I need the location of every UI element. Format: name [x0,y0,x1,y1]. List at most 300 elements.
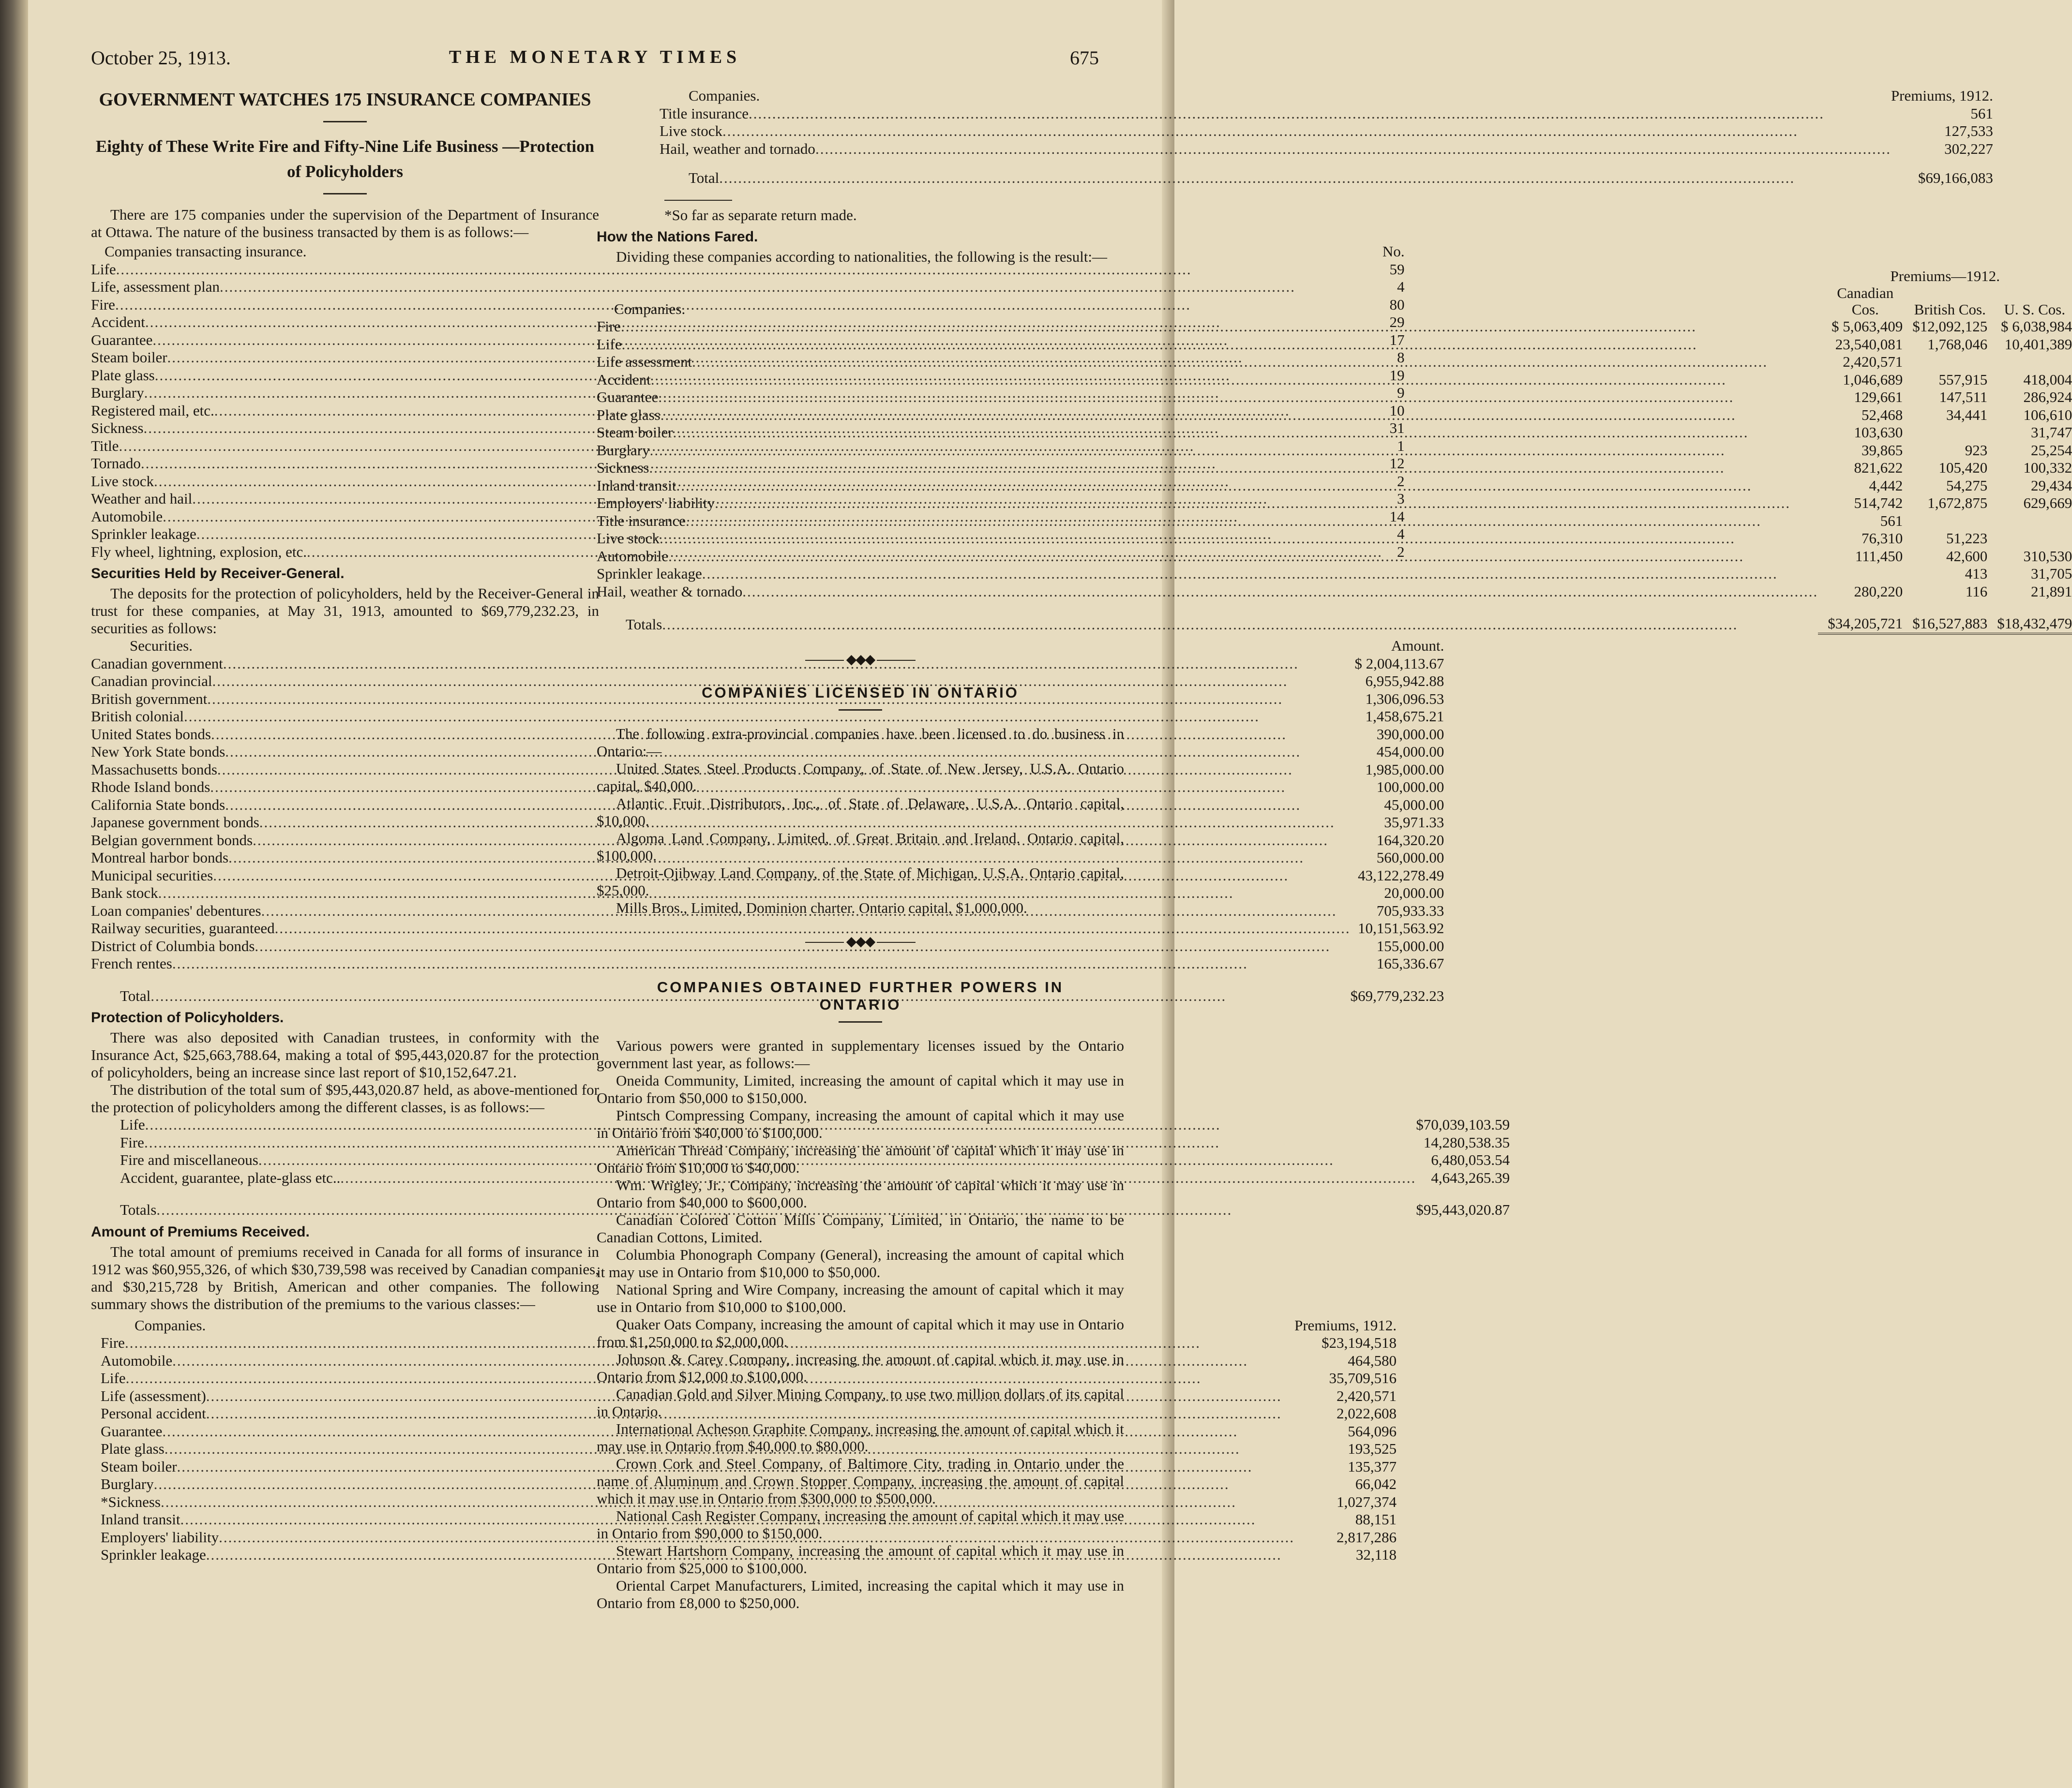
col-header: Companies. [135,1316,206,1334]
col-header: No. [1382,243,1405,260]
table-row [597,477,2072,495]
table-row [597,442,2072,460]
row-value: 23,540,081 [1835,335,1903,353]
row-label-text: Bank stock [91,884,158,901]
row-value: 25,254 [2031,441,2072,459]
row-label-text: Burglary [597,441,650,459]
row-label-text: District of Columbia bonds [91,937,255,954]
row-value [1903,424,1987,442]
row-value: 54,275 [1946,477,1988,494]
row-label-text: Life [91,260,116,278]
dot-leader [622,336,1818,354]
table-row [597,353,2072,371]
row-value: 34,441 [1946,406,1988,423]
row-label-text: Life assessment [597,353,692,370]
row-value: 629,669 [2023,494,2072,511]
running-header [91,46,1099,75]
row-value: 9 [1397,384,1405,401]
row-value: 116 [1965,582,1988,600]
row-value: 514,742 [1854,494,1903,511]
row-value: 10,151,563.92 [1358,920,1444,937]
row-value: 29 [1389,313,1405,330]
row-label-text: Automobile [91,507,163,525]
row-value: 103,630 [1854,424,1903,441]
row-label-text: Hail, weather & tornado [597,582,743,600]
row-label-text: Accident, guarantee, plate-glass etc.. [120,1169,341,1186]
row-label [597,548,1818,566]
row-label [660,122,1891,140]
row-value: 100,000.00 [1376,778,1444,795]
row-value: $70,039,103.59 [1416,1116,1510,1133]
row-value: 560,000.00 [1376,849,1444,866]
row-label-text: United States bonds [91,725,211,743]
row-label-text: Life [120,1116,145,1133]
table-row [597,371,2072,389]
row-label-text: Sprinkler leakage [597,565,702,582]
row-label-text: Steam boiler [91,349,167,366]
dot-leader [702,565,1818,583]
row-label-text: Burglary [91,384,144,401]
protection-paragraph-1: There was also deposited with Canadian trustees, in conformity with the Insurance Act, $25,663,788.64, making a total of $95,443,020.87 for the protection of policyholders, being an increase since last report of $10,152,647.21. [91,1029,599,1081]
dot-leader [676,477,1818,495]
row-value: 6,480,053.54 [1431,1151,1510,1168]
row-label [597,600,1818,634]
row-value [1987,530,2072,548]
row-label-text: Canadian government [91,655,223,672]
row-label-text: New York State bonds [91,743,225,760]
row-label-text: Fire [597,318,621,335]
row-label-text: Employers' liability [597,494,715,511]
row-label-text: Burglary [101,1475,154,1492]
row-label-text: Fire and miscellaneous [120,1151,258,1168]
row-label-text: Guarantee [597,388,659,405]
paragraph: Wm. Wrigley, Jr., Company, increasing the amount of capital which it may use in Ontario from $40,000 to $600,000. [597,1176,1124,1211]
row-value: 2,420,571 [1336,1387,1397,1404]
row-label-text: Title insurance [597,512,686,529]
dot-leader [749,105,1891,123]
row-value: 564,096 [1348,1422,1397,1440]
row-label-text: Live stock [597,530,660,547]
row-label-text: Belgian government bonds [91,831,253,849]
table-row [597,512,2072,530]
table-row [597,318,2072,336]
row-label [597,406,1818,424]
row-value: $18,432,479 [1987,600,2072,634]
row-value: 20,000.00 [1384,884,1444,901]
row-label-text: Tornado [91,455,141,472]
masthead-title: THE MONETARY TIMES [449,47,741,67]
row-label [597,442,1818,460]
row-value: 561 [1880,512,1903,529]
ornament-divider: ◆◆◆ [597,651,1124,668]
row-value: 454,000.00 [1376,743,1444,760]
row-value: 4,643,265.39 [1431,1169,1510,1186]
paragraph: United States Steel Products Company, of State of New Jersey, U.S.A. Ontario capital, $40,000. [597,760,1124,794]
dot-leader [662,616,1818,634]
row-value [1987,353,2072,371]
row-label-text: Guarantee [91,331,153,348]
row-label [597,318,1818,336]
row-value: 32,118 [1355,1546,1397,1563]
row-value: 1,768,046 [1927,335,1988,353]
row-label-text: Rhode Island bonds [91,778,210,795]
row-value: 6,955,942.88 [1365,672,1444,689]
row-label-text: Life (assessment) [101,1387,206,1404]
row-value: 2 [1397,543,1405,560]
row-value: 135,377 [1348,1458,1397,1475]
col-header: Premiums, 1912. [1294,1316,1397,1334]
row-label-text: California State bonds [91,796,225,813]
row-label-text: Totals [120,1201,157,1218]
section-heading: How the Nations Fared. [597,228,758,245]
paragraph: Quaker Oats Company, increasing the amount of capital which it may use in Ontario from $1,250,000 to $2,000,000. [597,1315,1124,1350]
paragraph: Columbia Phonograph Company (General), increasing the amount of capital which it may use in Ontario from $10,000 to $50,000. [597,1246,1124,1281]
rule [664,200,732,201]
paragraph: The following extra-provincial companies have been licensed to do business in Ontario:— [597,725,1124,760]
paragraph: Pintsch Compressing Company, increasing the amount of capital which it may use in Ontario from $40,000 to $100,000. [597,1106,1124,1141]
row-label-text: Live stock [91,472,154,490]
row-label-text: British government [91,690,208,707]
paragraph: Canadian Gold and Silver Mining Company, to use two million dollars of its capital in Ontario. [597,1385,1124,1420]
row-label-text: Life, assessment plan [91,278,220,295]
row-label-text: Massachusetts bonds [91,760,217,778]
row-value: 14 [1389,507,1405,525]
paragraph: Oriental Carpet Manufacturers, Limited, increasing the capital which it may use in Ontario from £8,000 to $250,000. [597,1577,1124,1611]
row-label [597,494,1818,512]
row-value: 10 [1389,402,1405,419]
row-value: 105,420 [1938,459,1988,476]
powers-list [597,1037,1124,1612]
row-value [1818,565,1903,583]
row-label-text: Totals [626,616,662,633]
row-value: $ 6,038,984 [2001,318,2072,335]
row-value: 413 [1965,565,1988,582]
row-value: $ 2,004,113.67 [1354,655,1444,672]
section-heading: Protection of Policyholders. [91,1010,284,1026]
table-row [597,459,2072,477]
row-label-text: Fire [91,296,115,313]
row-label-text: Automobile [101,1352,173,1369]
row-label-text: Guarantee [101,1422,163,1440]
row-label-text: Municipal securities [91,866,213,884]
row-value: 2,817,286 [1336,1528,1397,1546]
row-value: 164,320.20 [1376,831,1444,849]
row-label [597,459,1818,477]
row-value: 302,227 [1944,140,1993,157]
row-label-text: Sickness [597,459,649,476]
row-label-text: Montreal harbor bonds [91,849,229,866]
dot-leader [815,140,1891,158]
row-value: 35,971.33 [1384,814,1444,831]
col-header: U. S. Cos. [2004,301,2066,318]
row-label-text: Live stock [660,122,722,139]
row-label-text: Personal accident [101,1405,206,1422]
col-header: Amount. [1391,637,1444,654]
row-label-text: Fly wheel, lightning, explosion, etc. [91,543,307,560]
table-row [597,494,2072,512]
row-label [597,336,1818,354]
row-label-text: Japanese government bonds [91,814,259,831]
row-value: 1,306,096.53 [1365,690,1444,707]
total-row [597,600,2072,634]
dot-leader [686,512,1818,530]
dot-leader [661,406,1818,424]
row-value [1903,512,1987,530]
row-value: 1,985,000.00 [1365,760,1444,778]
dot-leader [722,122,1891,140]
table-row [597,565,2072,583]
row-value [1903,353,1987,371]
row-value: 310,530 [2023,547,2072,565]
row-value: 29,434 [2031,477,2072,494]
row-value: 147,511 [1939,388,1988,405]
row-value: $69,166,083 [1918,169,1993,186]
paragraph: Oneida Community, Limited, increasing the amount of capital which it may use in Ontario from $50,000 to $150,000. [597,1072,1124,1106]
row-value: 39,865 [1862,441,1903,459]
col-header: Companies. [689,87,760,104]
row-label [660,140,1891,158]
row-value: 4 [1397,525,1405,542]
row-value: 464,580 [1348,1352,1397,1369]
row-value: 821,622 [1854,459,1903,476]
row-label-text: Plate glass [101,1440,165,1457]
row-value: 80 [1389,296,1405,313]
dot-leader [650,442,1818,460]
paragraph: Stewart Hartshorn Company, increasing the amount of capital which it may use in Ontario from $25,000 to $100,000. [597,1542,1124,1577]
article-subheadline: Eighty of These Write Fire and Fifty-Nine Life Business —Protection of Policyholders [95,137,595,181]
row-value: 557,915 [1938,371,1988,388]
row-value: 390,000.00 [1376,725,1444,743]
table-row [597,406,2072,424]
row-value: 3 [1397,490,1405,507]
dot-leader [660,530,1818,548]
premiums-paragraph: The total amount of premiums received in Canada for all forms of insurance in 1912 was $60,955,326, of which $30,739,598 was received by Canadian companies, and $30,215,728 by British, American and other companies. The following summary shows the distribution of the premiums to the various classes:— [91,1243,599,1312]
paragraph: Algoma Land Company, Limited, of Great Britain and Ireland. Ontario capital, $100,000. [597,829,1124,864]
col-header: Companies transacting insurance. [105,243,307,260]
nations-paragraph: Dividing these companies according to nationalities, the following is the result:— [616,248,1108,265]
table-row [660,105,1993,123]
row-value: 52,468 [1862,406,1903,423]
table-row [660,122,1993,140]
row-label-text: Employers' liability [101,1528,219,1546]
dot-leader [649,459,1818,477]
dot-leader [742,583,1818,601]
footnote: *So far as separate return made. [664,206,857,224]
row-value: 127,533 [1944,122,1993,139]
table-row [597,336,2072,354]
paragraph: American Thread Company, increasing the amount of capital which it may use in Ontario from $10,000 to $40,000. [597,1141,1124,1176]
row-value: 705,933.33 [1376,902,1444,919]
row-label-text: British colonial [91,708,184,725]
row-value: 280,220 [1854,582,1903,600]
paragraph: Mills Bros., Limited, Dominion charter. Ontario capital, $1,000,000. [616,899,1027,916]
section-heading-powers: COMPANIES OBTAINED FURTHER POWERS IN ONTARIO [657,978,1064,1013]
row-value: 1,458,675.21 [1365,708,1444,725]
row-value: 155,000.00 [1376,937,1444,954]
col-header: Premiums, 1912. [1891,87,1993,104]
protection-paragraph-2: The distribution of the total sum of $95,443,020.87 held, as above-mentioned for the protection of policyholders among the different classes, is as follows:— [91,1081,599,1116]
col-header: British Cos. [1914,301,1986,318]
row-label-text: Life [101,1370,126,1386]
row-value: 193,525 [1348,1440,1397,1457]
group-header: Premiums—1912. [1890,267,2000,284]
row-label-text: Registered mail, etc. [91,402,214,419]
row-label-text: Accident [91,313,145,330]
row-label [660,158,1891,187]
row-label-text: Canadian provincial [91,672,212,689]
row-label-text: Title insurance [660,104,749,122]
col-header: Canadian Cos. [1837,284,1894,318]
row-label-text: Total [689,169,720,186]
row-value: 165,336.67 [1376,955,1444,972]
row-value: 561 [1970,104,1993,122]
row-label [597,388,1818,406]
row-label-text: Sprinkler leakage [91,525,196,542]
table-header [597,285,2072,318]
row-label-text: Title [91,437,119,454]
licensed-list [597,725,1124,917]
row-label [597,583,1818,601]
table-header [597,268,2072,285]
table-row [660,140,1993,158]
header-date: October 25, 1913. [91,47,231,69]
row-value: 76,310 [1862,530,1903,547]
row-label-text: French rentes [91,955,172,972]
row-value: 31,747 [2031,424,2072,441]
row-value: 51,223 [1946,530,1988,547]
ornament-divider: ◆◆◆ [597,933,1124,950]
newspaper-page [28,0,2072,1788]
row-label-text: Sprinkler leakage [101,1546,206,1563]
row-value: 19 [1389,366,1405,384]
row-value: 4 [1397,278,1405,295]
table-row [597,583,2072,601]
row-label-text: Fire [101,1334,125,1351]
row-value: 1 [1397,437,1405,454]
row-value: 2 [1397,472,1405,490]
row-label-text: *Sickness [101,1493,161,1510]
row-label-text: Steam boiler [101,1458,177,1475]
row-value: 106,610 [2023,406,2072,423]
row-value: 100,332 [2023,459,2072,476]
row-value: 12 [1389,455,1405,472]
premiums-table-continued [660,87,1993,187]
paragraph: International Acheson Graphite Company, increasing the amount of capital which it may use in Ontario from $40,000 to $80,000. [597,1420,1124,1455]
row-value: 4,442 [1869,477,1903,494]
table-row [597,424,2072,442]
intro-paragraph: There are 175 companies under the supervision of the Department of Insurance at Ottawa. The nature of the business transacted by them is as follows:— [91,206,599,240]
row-label-text: Accident [597,371,651,388]
row-label [597,512,1818,530]
rule [323,193,367,194]
nations-table [597,268,2072,635]
paragraph: Atlantic Fruit Distributors, Inc., of State of Delaware, U.S.A. Ontario capital, $10,000. [597,794,1124,829]
dot-leader [692,353,1818,371]
row-value: 111,450 [1855,547,1903,565]
row-value: $23,194,518 [1321,1334,1397,1351]
row-value: 42,600 [1946,547,1988,565]
row-label-text: Inland transit [597,477,676,494]
row-value: 1,027,374 [1336,1493,1397,1510]
row-label-text: Life [597,335,622,353]
row-value: $69,779,232.23 [1350,987,1444,1004]
row-value: 43,122,278.49 [1358,866,1444,884]
row-value: 1,672,875 [1927,494,1988,511]
row-label-text: Plate glass [597,406,661,423]
row-label-text: Fire [120,1133,144,1151]
row-value: 35,709,516 [1329,1370,1397,1386]
row-label [597,530,1818,548]
row-value: 45,000.00 [1384,796,1444,813]
paragraph: Johnson & Carey Company, increasing the amount of capital which it may use in Ontario from $12,000 to $100,000. [597,1350,1124,1385]
col-header: Companies. [614,300,686,317]
paragraph: Detroit-Ojibway Land Company, of the State of Michigan, U.S.A. Ontario capital, $25,000. [597,864,1124,899]
dot-leader [715,494,1818,512]
section-heading: Amount of Premiums Received. [91,1223,310,1240]
dot-leader [673,424,1818,442]
page-number: 675 [1070,47,1099,69]
paragraph: National Spring and Wire Company, increasing the amount of capital which it may use in Ontario from $10,000 to $100,000. [597,1281,1124,1315]
row-value: 88,151 [1355,1511,1397,1528]
rule [839,1021,882,1023]
table-row [597,530,2072,548]
row-label-text: Total [120,987,151,1004]
row-value: 17 [1389,331,1405,348]
row-value: 14,280,538.35 [1423,1133,1510,1151]
row-value: 10,401,389 [2004,335,2072,353]
receiver-paragraph: The deposits for the protection of policyholders, held by the Receiver-General in trust for these companies, at May 31, 1913, amounted to $69,779,232.23, in securities as follows: [91,585,599,637]
paragraph: Canadian Colored Cotton Mills Company, Limited, in Ontario, the name to be Canadian Cottons, Limited. [597,1211,1124,1246]
row-label [597,565,1818,583]
row-label-text: Steam boiler [597,424,673,441]
row-value: 8 [1397,349,1405,366]
row-label-text: Loan companies' debentures [91,902,261,919]
row-value: 59 [1389,260,1405,278]
row-value: 418,004 [2023,371,2072,388]
section-heading-licensed: COMPANIES LICENSED IN ONTARIO [702,684,1019,701]
row-label-text: Automobile [597,547,669,565]
row-value: 2,420,571 [1843,353,1903,370]
paragraph: Crown Cork and Steel Company, of Baltimore City, trading in Ontario under the name of Aluminum and Crown Stopper Company, increasing the amount of capital which it may use in Ontario from $300,000 to $500,000. [597,1455,1124,1507]
paragraph: Various powers were granted in supplementary licenses issued by the Ontario government last year, as follows:— [597,1037,1124,1072]
paragraph: National Cash Register Company, increasing the amount of capital which it may use in Ontario from $90,000 to $150,000. [597,1507,1124,1542]
row-value: 923 [1965,441,1988,459]
row-value: $ 5,063,409 [1832,318,1903,335]
row-label [597,353,1818,371]
row-value: 31 [1389,419,1405,436]
total-row [660,158,1993,187]
row-value [1987,512,2072,530]
table-header [660,87,1993,105]
dot-leader [621,318,1818,336]
row-label-text: Railway securities, guaranteed [91,920,275,937]
row-value: 1,046,689 [1843,371,1903,388]
row-label [597,371,1818,389]
row-label-text: Sickness [91,419,144,436]
dot-leader [719,169,1891,187]
rule [323,121,367,122]
row-label-text: Weather and hail [91,490,193,507]
row-value: 66,042 [1355,1475,1397,1492]
dot-leader [668,548,1818,566]
row-label [660,105,1891,123]
book-gutter [0,0,28,1788]
row-value: $16,527,883 [1903,600,1987,634]
row-label [597,477,1818,495]
table-row [597,388,2072,406]
row-value: 2,022,608 [1336,1405,1397,1422]
row-value: 286,924 [2023,388,2072,405]
